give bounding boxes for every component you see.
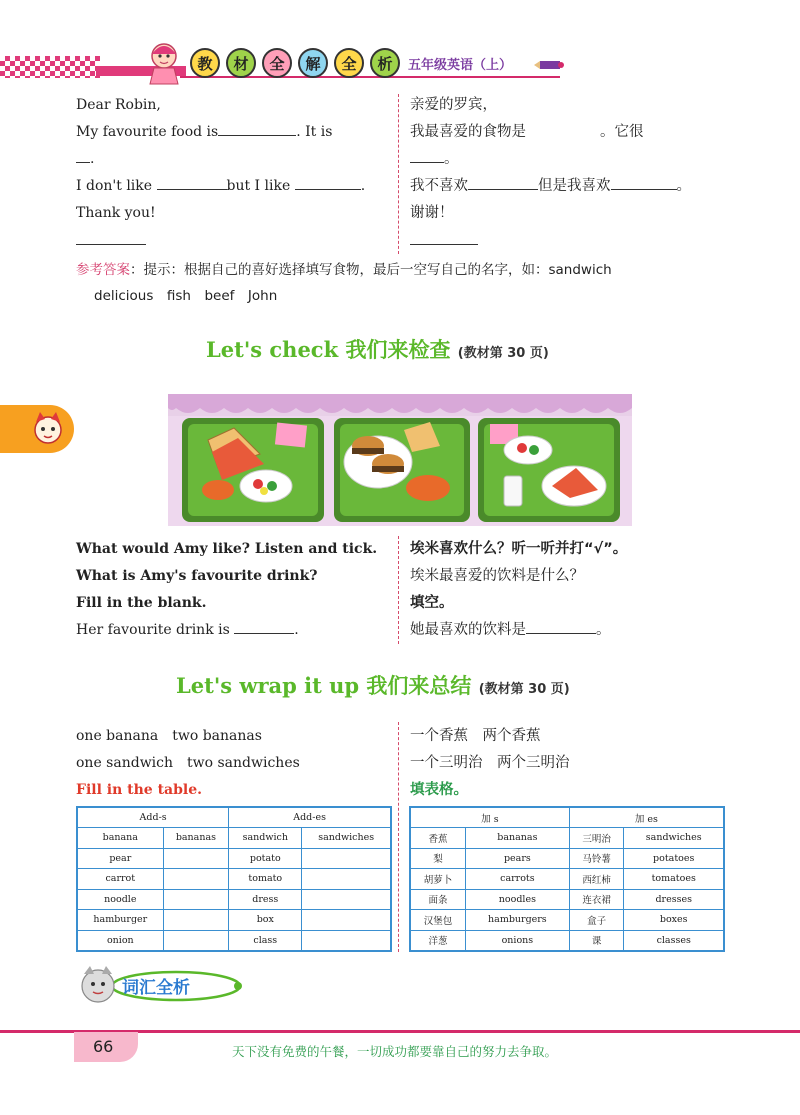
letter-greeting-cn: 亲爱的罗宾，: [410, 97, 497, 113]
title-char: 全: [262, 48, 292, 78]
check-question: What would Amy like? Listen and tick.: [76, 541, 378, 557]
table-row: 胡萝卜 carrots 西红柿 tomatoes: [410, 869, 724, 890]
page-number: 66: [93, 1037, 114, 1056]
wrap-example-cn: 一个香蕉 两个香蕉: [410, 728, 541, 744]
footer-motto: 天下没有免费的午餐，一切成功都要靠自己的努力去争取。: [232, 1044, 558, 1059]
letter-line-cn: 我最喜爱的食物是 。它很: [410, 124, 644, 140]
answer-blank[interactable]: [234, 622, 294, 634]
answer-blank[interactable]: [468, 178, 538, 190]
table-header-row: [77, 807, 391, 828]
table-row: 面条 noodles 连衣裙 dresses: [410, 889, 724, 910]
letter-signature: [76, 232, 146, 250]
check-question-cn: 埃米最喜爱的饮料是什么？: [410, 568, 584, 584]
answer-cell[interactable]: [163, 910, 229, 931]
table-row: 梨 pears 马铃薯 potatoes: [410, 848, 724, 869]
answer-blank[interactable]: [526, 124, 600, 136]
plural-table-en: [76, 806, 392, 952]
answer-blank[interactable]: [611, 178, 677, 190]
table-header-row: [410, 807, 724, 828]
table-row: carrot tomato: [77, 869, 391, 890]
letter-signature-cn: [410, 232, 478, 250]
answer-blank[interactable]: [526, 622, 596, 634]
column-divider: [398, 94, 399, 254]
plural-table-cn: [409, 806, 725, 952]
wrap-instruction: Fill in the table.: [76, 782, 202, 798]
wrap-example: one sandwich two sandwiches: [76, 755, 300, 771]
answer-cell[interactable]: [163, 930, 229, 951]
answer-blank[interactable]: [410, 233, 478, 245]
letter-line-cn: 。: [410, 150, 459, 168]
column-divider: [398, 536, 399, 644]
tray-milk-set: [478, 418, 620, 522]
letter-thanks-cn: 谢谢！: [410, 205, 454, 221]
vocab-badge-label: 词汇全析: [122, 978, 190, 998]
answer-cell[interactable]: [302, 910, 391, 931]
header-subtitle: 五年级英语（上）: [408, 58, 513, 73]
check-question-cn: 填空。: [410, 595, 454, 611]
check-question-cn: 她最喜欢的饮料是 。: [410, 622, 611, 638]
letter-line-cn: 我不喜欢 但是我喜欢 。: [410, 178, 691, 194]
answer-blank[interactable]: [76, 151, 90, 163]
title-char: 析: [370, 48, 400, 78]
table-header: 加 es: [569, 807, 724, 828]
section-title-wrap: Let's wrap it up 我们来总结 (教材第 30 页): [176, 673, 570, 698]
table-row: onion class: [77, 930, 391, 951]
girl-mascot-icon: [140, 38, 188, 86]
table-row: pear potato: [77, 848, 391, 869]
table-header: 加 s: [410, 807, 569, 828]
answer-blank[interactable]: [295, 178, 361, 190]
wrap-instruction-cn: 填表格。: [410, 782, 468, 798]
letter-line: .: [76, 150, 94, 168]
letter-line: My favourite food is . It is: [76, 124, 333, 140]
table-header: Add-es: [229, 807, 391, 828]
check-question: Her favourite drink is .: [76, 622, 299, 638]
answer-cell[interactable]: [163, 889, 229, 910]
table-row: banana bananas sandwich sandwiches: [77, 828, 391, 849]
letter-greeting: Dear Robin,: [76, 97, 161, 113]
title-char: 全: [334, 48, 364, 78]
wrap-example: one banana two bananas: [76, 728, 262, 744]
answer-label: 参考答案: [76, 262, 130, 278]
table-row: 汉堡包 hamburgers 盒子 boxes: [410, 910, 724, 931]
table-row: noodle dress: [77, 889, 391, 910]
check-question: What is Amy's favourite drink?: [76, 568, 318, 584]
answer-blank[interactable]: [218, 124, 296, 136]
letter-thanks: Thank you!: [76, 205, 156, 221]
answer-cell[interactable]: [163, 869, 229, 890]
column-divider: [398, 722, 399, 952]
table-header: Add-s: [77, 807, 229, 828]
wrap-example-cn: 一个三明治 两个三明治: [410, 755, 570, 771]
answer-blank[interactable]: [157, 178, 227, 190]
answer-cell[interactable]: [163, 848, 229, 869]
answer-blank[interactable]: [410, 151, 444, 163]
page-header: [0, 0, 800, 90]
header-checker-pattern: [0, 56, 100, 78]
reference-answer: 参考答案：提示：根据自己的喜好选择填写食物，最后一空写自己的名字，如：sandwich delicious fish beef John: [76, 262, 612, 304]
table-row: 洋葱 onions 课 classes: [410, 930, 724, 951]
cat-face-icon: [30, 410, 66, 446]
table-row: 香蕉 bananas 三明治 sandwiches: [410, 828, 724, 849]
letter-line: I don't like but I like .: [76, 178, 366, 194]
tray-sandwich-set: [182, 418, 324, 522]
answer-cell[interactable]: [302, 869, 391, 890]
tray-hamburger-set: [334, 418, 470, 522]
check-question-cn: 埃米喜欢什么？听一听并打“√”。: [410, 541, 628, 557]
answer-cell[interactable]: [302, 889, 391, 910]
answer-cell[interactable]: [302, 848, 391, 869]
title-char: 解: [298, 48, 328, 78]
food-trays-illustration: [168, 394, 632, 526]
section-title-check: Let's check 我们来检查 (教材第 30 页): [206, 337, 549, 362]
title-char: 材: [226, 48, 256, 78]
table-row: hamburger box: [77, 910, 391, 931]
answer-blank[interactable]: [76, 233, 146, 245]
pencil-icon: [534, 60, 564, 70]
answer-cell[interactable]: [302, 930, 391, 951]
check-question: Fill in the blank.: [76, 595, 207, 611]
header-title: [190, 48, 400, 78]
title-char: 教: [190, 48, 220, 78]
